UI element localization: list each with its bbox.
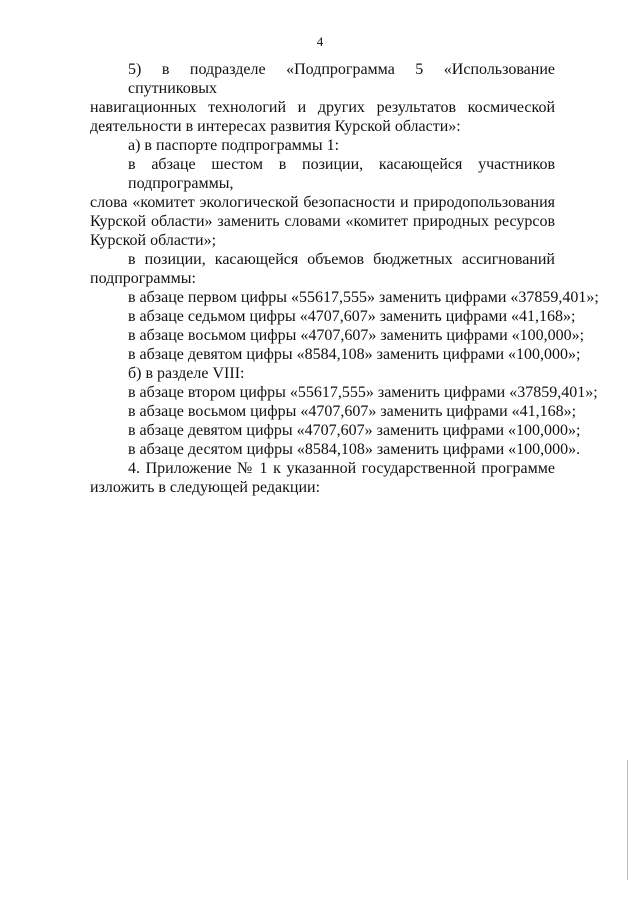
- text-line: а) в паспорте подпрограммы 1:: [128, 137, 340, 154]
- document-body: [90, 60, 599, 497]
- text-line: в абзаце шестом в позиции, касающейся участников подпрограммы,: [128, 156, 555, 192]
- page-number: 4: [316, 34, 324, 49]
- text-line: Курской области» заменить словами «комитет природных ресурсов: [90, 213, 555, 230]
- text-line: в абзаце девятом цифры «4707,607» заменить цифрами «100,000»;: [128, 422, 581, 439]
- text-line: 5) в подразделе «Подпрограмма 5 «Использование спутниковых: [128, 61, 555, 97]
- text-line: навигационных технологий и других результатов космической: [90, 99, 555, 116]
- text-line: в абзаце первом цифры «55617,555» заменить цифрами «37859,401»;: [128, 289, 599, 306]
- text-line: в абзаце десятом цифры «8584,108» заменить цифрами «100,000».: [128, 441, 581, 458]
- text-line: 4. Приложение № 1 к указанной государственной программе: [128, 460, 555, 477]
- text-line: изложить в следующей редакции:: [90, 479, 321, 496]
- text-line: в абзаце девятом цифры «8584,108» заменить цифрами «100,000»;: [128, 346, 581, 363]
- text-line: слова «комитет экологической безопасности и природопользования: [90, 194, 555, 211]
- text-line: в абзаце втором цифры «55617,555» заменить цифрами «37859,401»;: [128, 384, 598, 401]
- text-line: подпрограммы:: [90, 270, 196, 287]
- text-line: Курской области»;: [90, 232, 217, 249]
- scan-artifact-line: [627, 760, 628, 880]
- text-line: б) в разделе VIII:: [128, 365, 245, 382]
- text-line: в абзаце восьмом цифры «4707,607» заменить цифрами «41,168»;: [128, 403, 577, 420]
- text-line: деятельности в интересах развития Курской области»:: [90, 118, 461, 135]
- text-line: в позиции, касающейся объемов бюджетных ассигнований: [128, 251, 555, 268]
- text-line: в абзаце восьмом цифры «4707,607» заменить цифрами «100,000»;: [128, 327, 585, 344]
- text-line: в абзаце седьмом цифры «4707,607» заменить цифрами «41,168»;: [128, 308, 576, 325]
